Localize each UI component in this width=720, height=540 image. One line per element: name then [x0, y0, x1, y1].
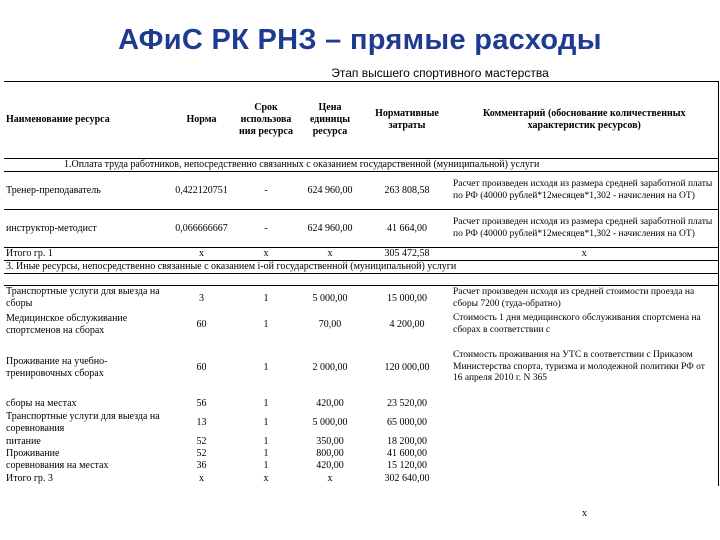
- term-value: 1: [263, 361, 269, 373]
- table-row: [4, 312, 718, 338]
- total-label: Итого гр. 3: [6, 472, 53, 484]
- cost-value: 41 664,00: [363, 210, 451, 248]
- cost-value: 120 000,00: [384, 361, 430, 373]
- total-row: [4, 248, 718, 261]
- col-header-term: Срок использова ния ресурса: [235, 82, 297, 159]
- price-value: 420,00: [316, 459, 344, 471]
- norm-value: 52: [196, 447, 207, 459]
- term-value: 1: [263, 292, 269, 304]
- table-row: [4, 398, 718, 410]
- table-row: [4, 210, 718, 248]
- resource-name: Транспортные услуги для выезда на сборы: [6, 286, 160, 309]
- term-value: -: [235, 172, 297, 210]
- col-header-costs: Нормативные затраты: [363, 82, 451, 159]
- norm-value: 60: [196, 361, 207, 373]
- resource-name: Медицинское обслуживание спортсменов на сборах: [6, 312, 128, 336]
- resource-name: Проживание на учебно-тренировочных сборах: [6, 355, 108, 379]
- term-value: 1: [263, 318, 269, 330]
- slide-title: АФиС РК РНЗ – прямые расходы: [118, 24, 602, 56]
- price-value: 5 000,00: [312, 416, 348, 428]
- col-header-comment: Комментарий (обоснование количественных характеристик ресурсов): [451, 82, 718, 159]
- resource-name: инструктор-методист: [4, 210, 168, 248]
- comment-text: Расчет произведен исходя из размера средней заработной платы по РФ (40000 рублей*12месяцев*1,302 - начисления на ОТ): [451, 210, 718, 248]
- price-value: 800,00: [316, 447, 344, 459]
- price-value: 5 000,00: [312, 292, 348, 304]
- cost-value: 65 000,00: [387, 416, 427, 428]
- norm-value: 60: [196, 318, 207, 330]
- resource-name: Транспортные услуги для выезда на соревнования: [6, 410, 160, 434]
- table-row: [4, 338, 718, 398]
- col-header-norm: Норма: [168, 82, 235, 159]
- price-value: 420,00: [316, 397, 344, 409]
- section-3-title: 3. Иные ресурсы, непосредственно связанные с оказанием i-ой государственной (муниципальной) услуги: [4, 261, 718, 274]
- total-price: х: [297, 248, 363, 261]
- term-value: 1: [263, 459, 269, 471]
- total-cost: 302 640,00: [384, 472, 430, 484]
- comment-text: Расчет произведен исходя из размера средней заработной платы по РФ (40000 рублей*12месяцев*1,302 - начисления на ОТ): [451, 172, 718, 210]
- term-value: 1: [263, 435, 269, 447]
- comment-text: Стоимость проживания на УТС в соответствии с Приказом Министерства спорта, туризма и молодежной политики РФ от 16 апреля 2010 г. N 365: [451, 338, 718, 398]
- resource-name: сборы на местах: [6, 397, 77, 409]
- total-norm: х: [168, 248, 235, 261]
- term-value: 1: [263, 397, 269, 409]
- section-1-title: 1.Оплата труда работников, непосредственно связанных с оказанием государственной (муниципальной) услуги: [4, 159, 718, 172]
- norm-value: 36: [196, 459, 207, 471]
- table-row: [4, 172, 718, 210]
- comment-text: Стоимость 1 дня медицинского обслуживания спортсмена на сборах в соответствии с: [451, 312, 718, 338]
- spacer-row: [4, 274, 718, 286]
- resources-table: [4, 81, 719, 486]
- resource-name: Проживание: [6, 447, 60, 459]
- cost-value: 4 200,00: [389, 318, 425, 330]
- total-term: х: [235, 248, 297, 261]
- table-header-row: [4, 82, 718, 159]
- total-price: х: [327, 472, 333, 484]
- norm-value: 0,422120751: [168, 172, 235, 210]
- price-value: 70,00: [318, 318, 342, 330]
- stage-heading: Этап высшего спортивного мастерства: [331, 66, 549, 80]
- resource-name: соревнования на местах: [6, 459, 109, 471]
- cost-value: 263 808,58: [363, 172, 451, 210]
- section-3-title-row: [4, 261, 718, 274]
- cost-value: 18 200,00: [387, 435, 427, 447]
- term-value: 1: [263, 447, 269, 459]
- total-term: х: [263, 472, 269, 484]
- cost-value: 23 520,00: [387, 397, 427, 409]
- section-1-title-row: [4, 159, 718, 172]
- total-cost: 305 472,58: [363, 248, 451, 261]
- cost-value: 41 600,00: [387, 447, 427, 459]
- col-header-resource: Наименование ресурса: [4, 82, 168, 159]
- norm-value: 52: [196, 435, 207, 447]
- term-value: 1: [263, 416, 269, 428]
- term-value: -: [235, 210, 297, 248]
- price-value: 350,00: [316, 435, 344, 447]
- total-norm: х: [199, 472, 204, 484]
- norm-value: 13: [196, 416, 207, 428]
- price-value: 624 960,00: [297, 210, 363, 248]
- resource-name: Тренер-преподаватель: [4, 172, 168, 210]
- norm-value: 56: [196, 397, 207, 409]
- total-comment: х: [451, 248, 718, 261]
- cost-value: 15 000,00: [387, 292, 427, 304]
- col-header-price: Цена единицы ресурса: [297, 82, 363, 159]
- norm-value: 3: [199, 292, 204, 304]
- comment-text: Расчет произведен исходя из средней стоимости проезда на сборы 7200 (туда-обратно): [451, 286, 718, 312]
- norm-value: 0,066666667: [168, 210, 235, 248]
- section-3-total-comment: х: [582, 508, 587, 519]
- price-value: 624 960,00: [297, 172, 363, 210]
- cost-value: 15 120,00: [387, 459, 427, 471]
- table-row: [4, 286, 718, 312]
- resource-name: питание: [6, 435, 41, 447]
- price-value: 2 000,00: [312, 361, 348, 373]
- total-label: Итого гр. 1: [4, 248, 168, 261]
